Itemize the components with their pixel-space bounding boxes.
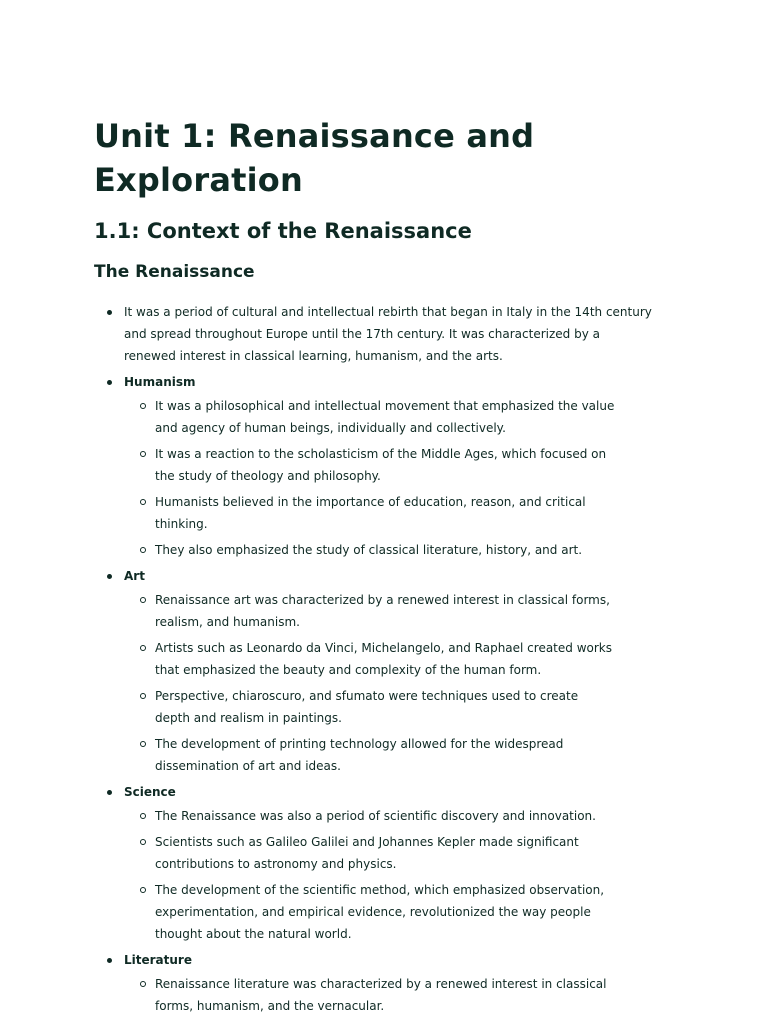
topic-item-art (94, 565, 654, 777)
topic-item-literature (94, 949, 654, 1017)
sub-list (124, 805, 654, 945)
subsection-title: The Renaissance (94, 262, 255, 282)
list-item: Humanists believed in the importance of education, reason, and critical thinking. (124, 491, 615, 535)
section-title: 1.1: Context of the Renaissance (94, 219, 472, 243)
list-item: Scientists such as Galileo Galilei and Johannes Kepler made significant contributions to astronomy and physics. (124, 831, 615, 875)
intro-text: It was a period of cultural and intellectual rebirth that began in Italy in the 14th century and spread throughout Europe until the 17th century. It was characterized by a renewed interest in classical learning, humanism, and the arts. (124, 305, 652, 363)
list-item: The development of the scientific method, which emphasized observation, experimentation, and empirical evidence, revolutionized the way people thought about the natural world. (124, 879, 615, 945)
topic-label: Science (124, 785, 176, 799)
unit-title: Unit 1: Renaissance and Exploration (94, 117, 535, 199)
sub-list (124, 395, 654, 561)
list-item: It was a reaction to the scholasticism of the Middle Ages, which focused on the study of theology and philosophy. (124, 443, 615, 487)
document-page (94, 114, 654, 1021)
list-item: The development of printing technology allowed for the widespread dissemination of art and ideas. (124, 733, 615, 777)
topic-item-humanism (94, 371, 654, 561)
topic-label: Art (124, 569, 145, 583)
intro-item (94, 301, 654, 367)
list-item: It was a philosophical and intellectual movement that emphasized the value and agency of human beings, individually and collectively. (124, 395, 615, 439)
topic-label: Humanism (124, 375, 196, 389)
topic-label: Literature (124, 953, 192, 967)
sub-list (124, 973, 654, 1017)
sub-list (124, 589, 654, 777)
topic-item-science (94, 781, 654, 945)
list-item: Renaissance literature was characterized by a renewed interest in classical forms, humanism, and the vernacular. (124, 973, 615, 1017)
list-item: Artists such as Leonardo da Vinci, Michelangelo, and Raphael created works that emphasized the beauty and complexity of the human form. (124, 637, 615, 681)
list-item: The Renaissance was also a period of scientific discovery and innovation. (124, 805, 615, 827)
list-item: Perspective, chiaroscuro, and sfumato were techniques used to create depth and realism in paintings. (124, 685, 615, 729)
list-item: They also emphasized the study of classical literature, history, and art. (124, 539, 615, 561)
topic-list (94, 301, 654, 1017)
list-item: Renaissance art was characterized by a renewed interest in classical forms, realism, and humanism. (124, 589, 615, 633)
